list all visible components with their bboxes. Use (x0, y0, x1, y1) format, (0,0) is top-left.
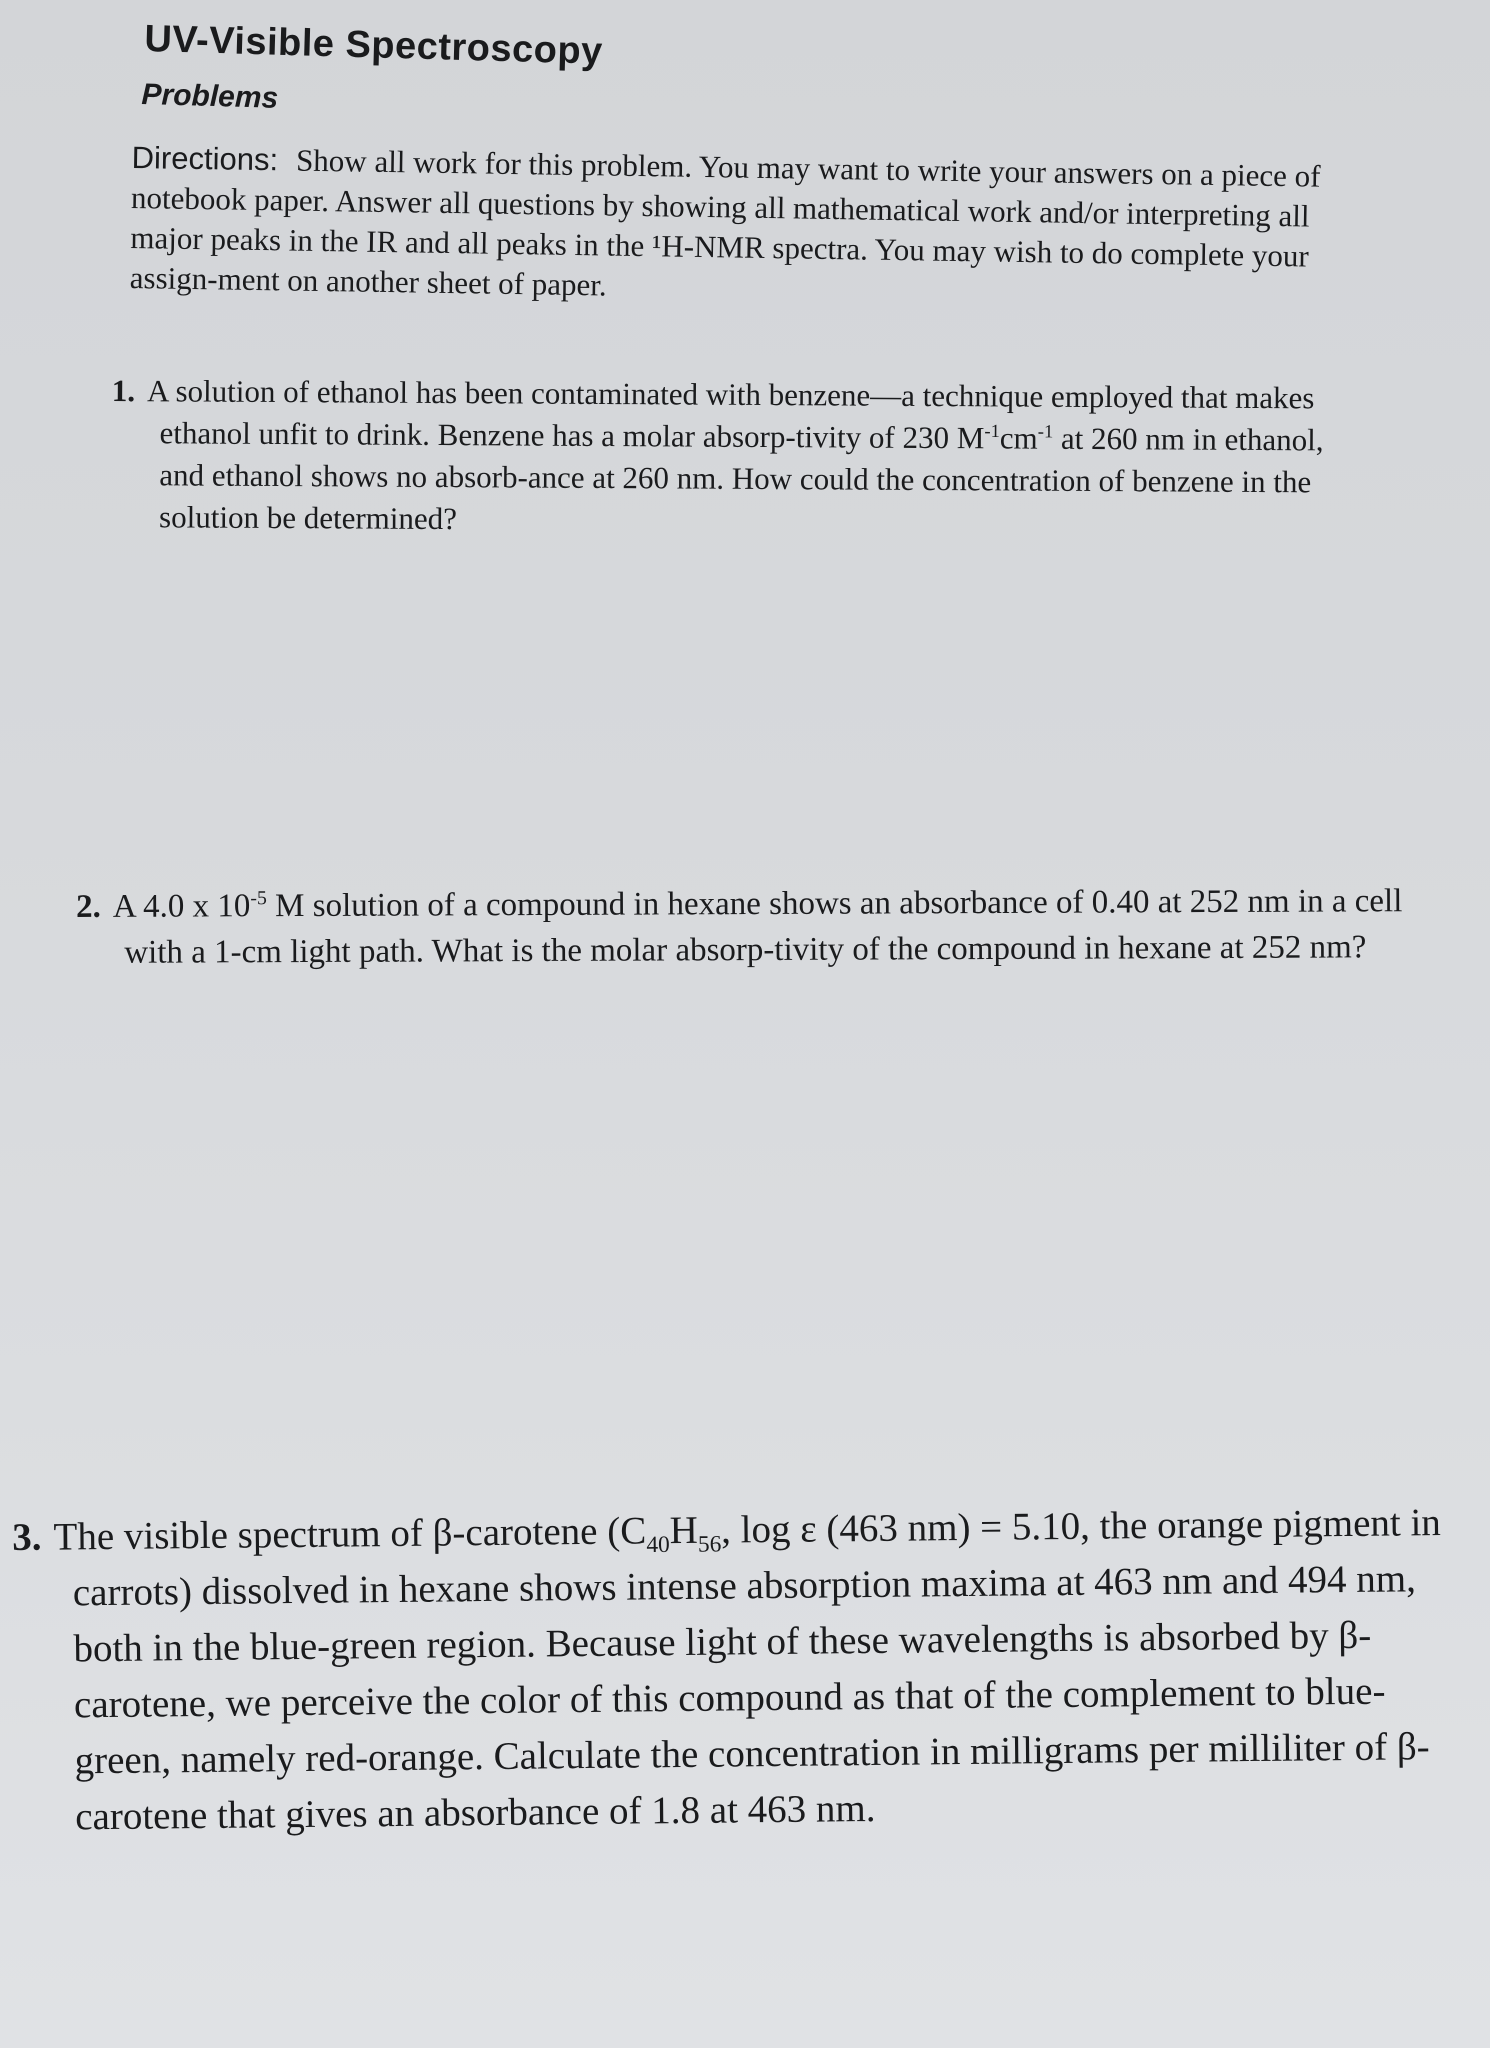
directions-text: Show all work for this problem. You may want to write your answers on a piece of notebook paper. Answer all questions by showing all mathematical work and/or interpreting all major peaks in the IR and all peaks in the ¹H-NMR spectra. You may wish to do complete your assign-ment on another sheet of paper. (129, 142, 1321, 303)
superscript: -1 (1037, 421, 1054, 443)
question-number: 1. (111, 372, 136, 409)
question-2 (76, 878, 1406, 976)
subscript: 40 (646, 1531, 670, 1559)
directions-paragraph (129, 138, 1351, 317)
question-text: at 260 nm in ethanol, and ethanol shows no absorb-ance at 260 nm. How could the concentration of benzene in the solution be determined? (158, 420, 1324, 537)
question-number: 2. (76, 888, 101, 925)
question-text: A 4.0 x 10 (112, 888, 251, 925)
superscript: -5 (250, 887, 267, 910)
question-text: H (669, 1508, 699, 1553)
page-title: UV-Visible Spectroscopy (143, 18, 604, 73)
section-subtitle: Problems (141, 78, 279, 115)
question-3 (12, 1495, 1465, 1846)
question-text: The visible spectrum of β-carotene (C (53, 1509, 647, 1559)
question-number: 3. (12, 1515, 42, 1559)
superscript: -1 (984, 421, 1000, 443)
question-1 (111, 370, 1362, 546)
subscript: 56 (697, 1531, 722, 1558)
question-text: A solution of ethanol has been contaminated with benzene—a technique employed that makes ethanol unfit to drink. Benzene has a molar absorp-tivity of 230 M (147, 373, 1315, 456)
directions-label: Directions: (131, 139, 279, 178)
question-text: cm (999, 420, 1038, 456)
question-text: M solution of a compound in hexane shows an absorbance of 0.40 at 252 nm in a cell with a 1-cm light path. What is the molar absorp-tivity of the compound in hexane at 252 nm? (124, 883, 1403, 971)
question-text: , log ε (463 nm) = 5.10, the orange pigment in carrots) dissolved in hexane shows intense absorption maxima at 463 nm and 494 nm, both in the blue-green region. Because light of these wavelengths is absorbed by β-carotene, we perceive the color of this compound as that of the complement to blue-green, namely red-orange. Calculate the concentration in milligrams per milliliter of β-carotene that gives an absorbance of 1.8 at 463 nm. (72, 1501, 1442, 1839)
